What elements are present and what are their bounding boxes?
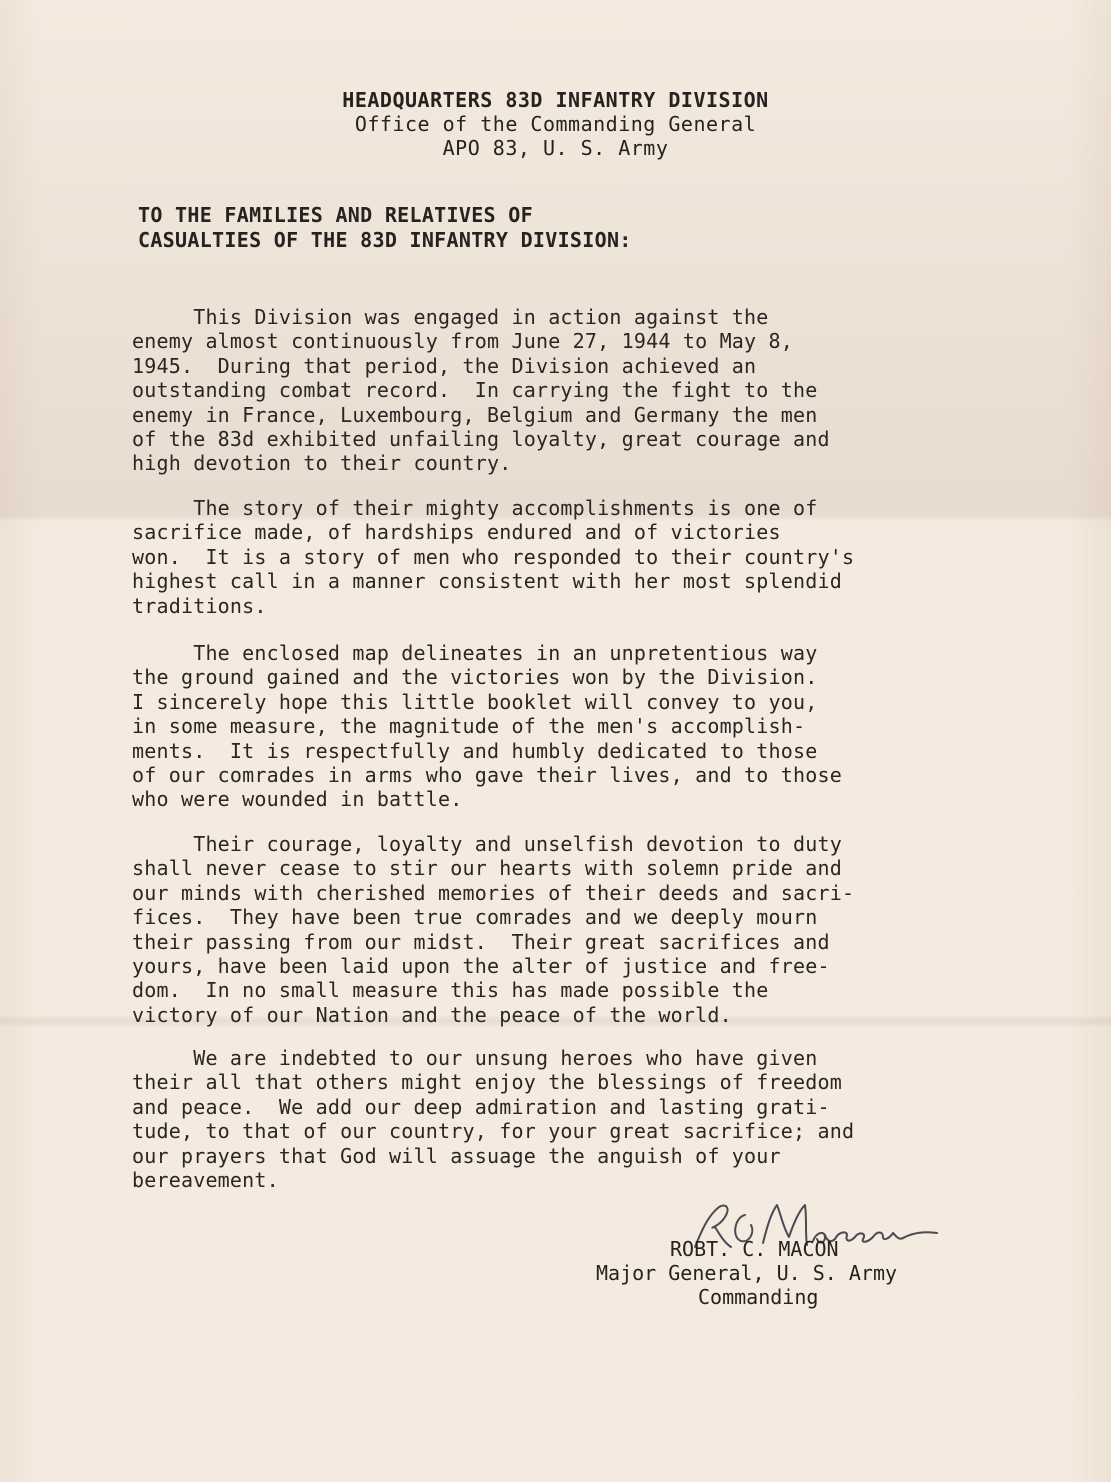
text-line: sacrifice made, of hardships endured and of victories [132, 520, 781, 545]
text-line: our minds with cherished memories of their deeds and sacri- [132, 880, 855, 905]
paragraph-2 [132, 496, 992, 618]
paragraph-5 [132, 1046, 992, 1192]
salutation-line: CASUALTIES OF THE 83D INFANTRY DIVISION: [138, 228, 632, 252]
signer-rank: Major General, U. S. Army [596, 1261, 898, 1285]
paragraph-3 [132, 641, 992, 812]
text-line: I sincerely hope this little booklet will convey to you, [132, 689, 818, 714]
text-line: fices. They have been true comrades and we deeply mourn [132, 905, 818, 930]
signer-role: Commanding [698, 1285, 819, 1309]
text-line: 1945. During that period, the Division achieved an [132, 353, 757, 378]
text-line: of the 83d exhibited unfailing loyalty, great courage and [132, 427, 830, 452]
text-line: The enclosed map delineates in an unpretentious way [132, 641, 818, 665]
text-line: We are indebted to our unsung heroes who have given [132, 1046, 818, 1070]
text-line: This Division was engaged in action against the [132, 305, 769, 329]
text-line: in some measure, the magnitude of the men's accomplish- [132, 714, 806, 739]
text-line: their all that others might enjoy the blessings of freedom [132, 1070, 842, 1095]
text-line: high devotion to their country. [132, 451, 512, 476]
text-line: Their courage, loyalty and unselfish devotion to duty [132, 832, 842, 856]
text-line: enemy in France, Luxembourg, Belgium and Germany the men [132, 402, 818, 427]
text-line: The story of their mighty accomplishments is one of [132, 496, 818, 520]
text-line: ments. It is respectfully and humbly dedicated to those [132, 738, 818, 763]
text-line: shall never cease to stir our hearts with solemn pride and [132, 856, 842, 881]
salutation-line: TO THE FAMILIES AND RELATIVES OF [138, 203, 533, 227]
text-line: yours, have been laid upon the alter of justice and free- [132, 954, 830, 979]
text-line: bereavement. [132, 1168, 279, 1193]
signature-block [560, 1195, 1020, 1335]
paragraph-4 [132, 832, 992, 1027]
text-line: traditions. [132, 593, 267, 618]
header-apo: APO 83, U. S. Army [442, 136, 669, 160]
text-line: who were wounded in battle. [132, 787, 463, 812]
text-line: victory of our Nation and the peace of the world. [132, 1002, 732, 1027]
text-line: won. It is a story of men who responded to their country's [132, 544, 855, 569]
text-line: enemy almost continuously from June 27, 1944 to May 8, [132, 329, 794, 354]
text-line: the ground gained and the victories won by the Division. [132, 665, 818, 690]
text-line: highest call in a manner consistent with her most splendid [132, 569, 842, 594]
text-line: of our comrades in arms who gave their lives, and to those [132, 763, 842, 788]
paragraph-1 [132, 305, 992, 476]
text-line: dom. In no small measure this has made possible the [132, 978, 769, 1003]
signer-name: ROBT. C. MACON [670, 1237, 839, 1261]
text-line: their passing from our midst. Their great sacrifices and [132, 929, 830, 954]
text-line: outstanding combat record. In carrying the fight to the [132, 378, 818, 403]
header-title: HEADQUARTERS 83D INFANTRY DIVISION [342, 88, 769, 112]
salutation [138, 203, 818, 253]
text-line: tude, to that of our country, for your great sacrifice; and [132, 1119, 855, 1144]
text-line: and peace. We add our deep admiration and lasting grati- [132, 1094, 830, 1119]
text-line: our prayers that God will assuage the anguish of your [132, 1143, 781, 1168]
header-office: Office of the Commanding General [354, 112, 757, 136]
